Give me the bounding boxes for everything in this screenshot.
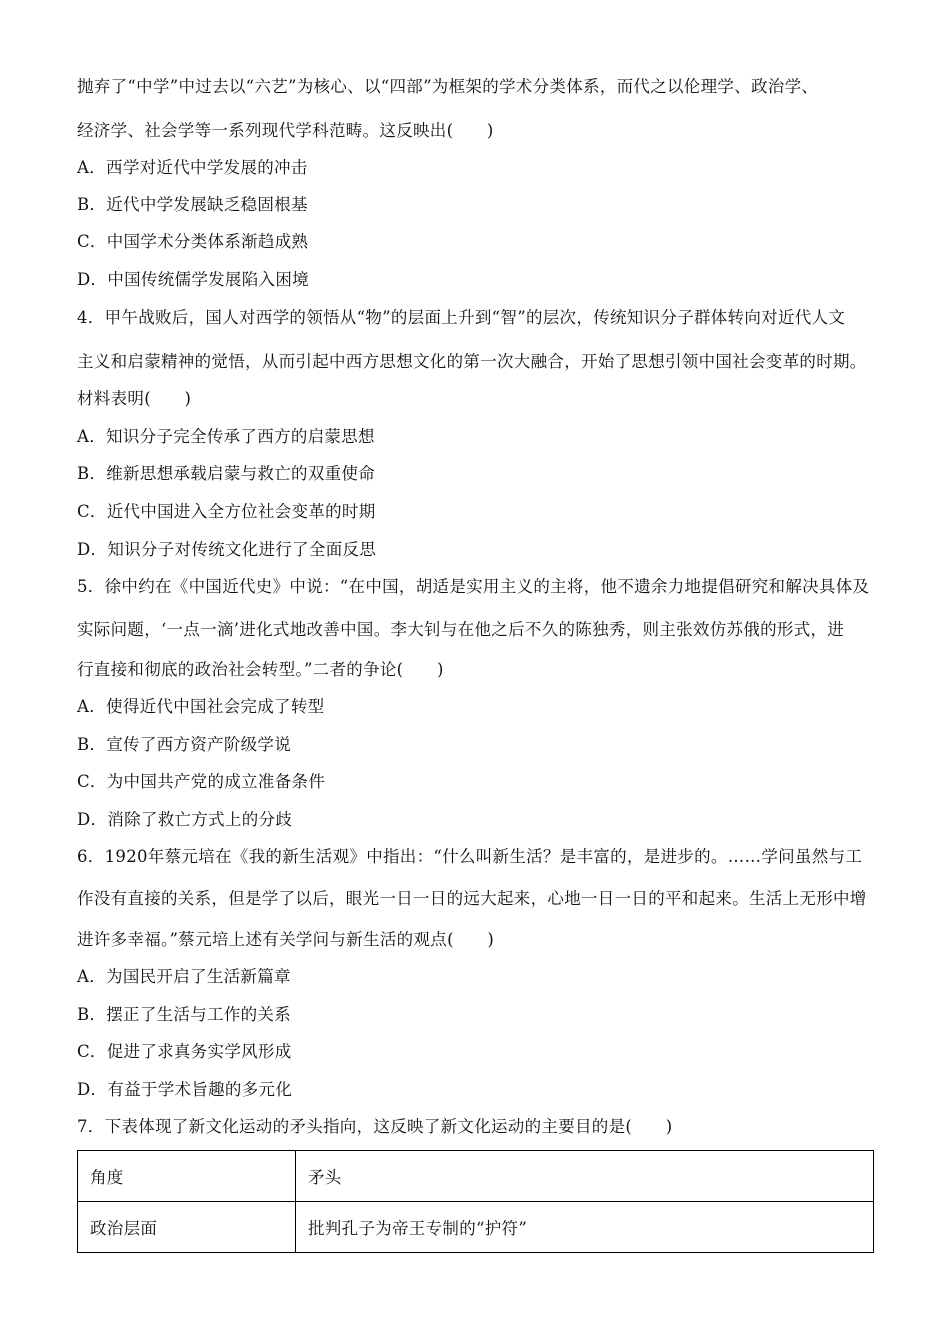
question-6: 6．1920年蔡元培在《我的新生活观》中指出：“什么叫新生活？是丰富的，是进步的。……学问虽然与工 <box>77 847 863 866</box>
option-line: B．摆正了生活与工作的关系 <box>77 1005 292 1024</box>
option-line: C．中国学术分类体系渐趋成熟 <box>77 232 309 251</box>
table-cell: 政治层面 <box>78 1202 296 1253</box>
option-line: C．为中国共产党的成立准备条件 <box>77 772 326 791</box>
text-line: 行直接和彻底的政治社会转型。”二者的争论( ) <box>77 660 444 679</box>
text-line: 材料表明( ) <box>77 389 192 408</box>
question-7: 7．下表体现了新文化运动的矛头指向，这反映了新文化运动的主要目的是( ) <box>77 1117 673 1136</box>
question-5: 5．徐中约在《中国近代史》中说：“在中国，胡适是实用主义的主将，他不遗余力地提倡研究和解决具体及 <box>77 577 870 596</box>
table-header-row <box>78 1151 874 1202</box>
table-header-cell: 矛头 <box>296 1151 874 1202</box>
option-line: B．维新思想承载启蒙与救亡的双重使命 <box>77 464 376 483</box>
text-line: 实际问题，‘一点一滴’进化式地改善中国。李大钊与在他之后不久的陈独秀，则主张效仿苏俄的形式，进 <box>77 620 845 639</box>
text-line: 作没有直接的关系，但是学了以后，眼光一日一日的远大起来，心地一日一日的平和起来。生活上无形中增 <box>77 889 867 908</box>
option-line: A．使得近代中国社会完成了转型 <box>77 697 325 716</box>
option-line: D．消除了救亡方式上的分歧 <box>77 810 293 829</box>
option-line: D．有益于学术旨趣的多元化 <box>77 1080 293 1099</box>
option-line: C．促进了求真务实学风形成 <box>77 1042 292 1061</box>
option-line: C．近代中国进入全方位社会变革的时期 <box>77 502 376 521</box>
option-line: A．西学对近代中学发展的冲击 <box>77 158 308 177</box>
table-header-cell: 角度 <box>78 1151 296 1202</box>
question-table <box>77 1150 874 1253</box>
option-line: D．中国传统儒学发展陷入困境 <box>77 270 309 289</box>
option-line: A．为国民开启了生活新篇章 <box>77 967 291 986</box>
option-line: B．近代中学发展缺乏稳固根基 <box>77 195 308 214</box>
table-row <box>78 1202 874 1253</box>
text-line: 经济学、社会学等一系列现代学科范畴。这反映出( ) <box>77 121 494 140</box>
text-line: 抛弃了“中学”中过去以“六艺”为核心、以“四部”为框架的学术分类体系，而代之以伦理学、政治学、 <box>77 77 819 96</box>
option-line: D．知识分子对传统文化进行了全面反思 <box>77 540 377 559</box>
option-line: A．知识分子完全传承了西方的启蒙思想 <box>77 427 375 446</box>
text-line: 进许多幸福。”蔡元培上述有关学问与新生活的观点( ) <box>77 930 495 949</box>
question-4: 4．甲午战败后，国人对西学的领悟从“物”的层面上升到“智”的层次，传统知识分子群体转向对近代人文 <box>77 308 846 327</box>
text-line: 主义和启蒙精神的觉悟，从而引起中西方思想文化的第一次大融合，开始了思想引领中国社会变革的时期。 <box>77 352 867 371</box>
table-cell: 批判孔子为帝王专制的“护符” <box>296 1202 874 1253</box>
option-line: B．宣传了西方资产阶级学说 <box>77 735 292 754</box>
